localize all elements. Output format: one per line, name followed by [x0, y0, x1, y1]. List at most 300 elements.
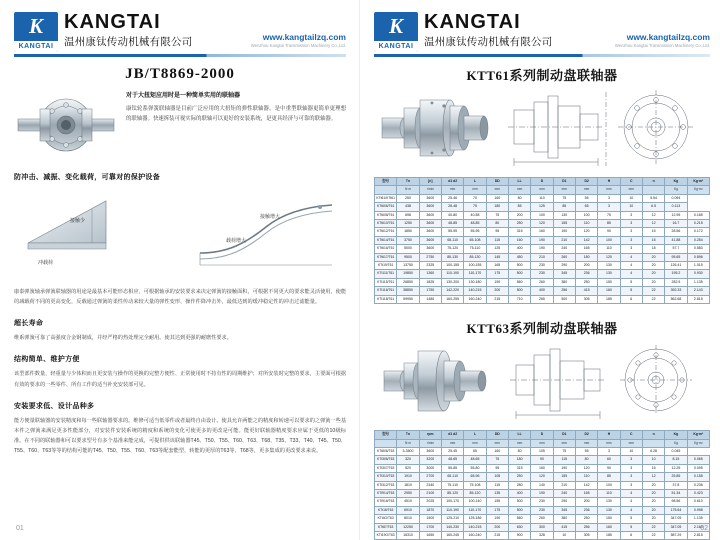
spec-cell: 8010 [397, 515, 419, 523]
table-row [375, 278, 710, 286]
spec-cell: 190 [531, 489, 553, 497]
spec-cell: 135 [486, 489, 508, 497]
spec-cell: 5.54 [642, 194, 664, 202]
spec-cell: 240 [553, 489, 575, 497]
table-row [375, 447, 710, 455]
spec-column-unit: mm [598, 439, 620, 447]
spec-cell: 210 [553, 481, 575, 489]
spec-table-ktt63-head [375, 431, 710, 448]
spec-cell: 400 [531, 287, 553, 295]
spec-cell: 160 [508, 236, 530, 244]
spec-column-header: D1 [553, 178, 575, 186]
spec-cell: 120 [575, 464, 597, 472]
spec-cell: 65 [575, 203, 597, 211]
spec-cell: 48-85 [464, 220, 486, 228]
spec-cell: 230 [531, 498, 553, 506]
spec-cell: 2.163 [687, 523, 709, 531]
spec-cell: 3 [620, 228, 642, 236]
spec-cell: 2100 [419, 489, 441, 497]
spec-cell: 110 [598, 245, 620, 253]
spec-cell: 1750 [419, 287, 441, 295]
spec-column-header: [n] [419, 178, 441, 186]
spec-cell: 250 [508, 473, 530, 481]
spec-cell: 2325 [419, 262, 441, 270]
spec-cell: 305 [575, 531, 597, 539]
spec-cell: 280 [508, 481, 530, 489]
spec-cell: 1700 [419, 523, 441, 531]
page-number-left: 01 [16, 525, 24, 532]
spec-cell: 110-190 [441, 270, 463, 278]
model-cell: KTt612/T61 [375, 228, 397, 236]
spec-cell: 25-45 [441, 447, 463, 455]
spec-cell: 12.25 [665, 464, 687, 472]
spec-cell: 48-85 [441, 220, 463, 228]
spec-column-unit: mm [553, 186, 575, 194]
spec-cell: 80 [508, 447, 530, 455]
spec-cell: 3 [598, 203, 620, 211]
section-title-3: 结构简单、维护方便 [14, 356, 80, 364]
spec-cell: 126.41 [665, 262, 687, 270]
spec-cell: 85-120 [441, 489, 463, 497]
spec-table-ktt63-body [375, 447, 710, 539]
curve-label-d: 载荷增大 [226, 238, 247, 244]
spec-cell: 155 [553, 473, 575, 481]
spec-cell: 1250 [397, 220, 419, 228]
spec-cell: 13750 [397, 262, 419, 270]
spec-column-unit: mm [486, 439, 508, 447]
spec-cell: 500 [508, 506, 530, 514]
spec-cell: 0.113 [665, 203, 687, 211]
spec-cell: 160-255 [441, 295, 463, 303]
company-logo-right [374, 12, 418, 52]
spec-cell: 3 [620, 473, 642, 481]
spec-cell: 2.143 [687, 287, 709, 295]
spec-cell: 125-186 [464, 515, 486, 523]
spec-cell: 85 [598, 220, 620, 228]
spec-column-header: D [531, 431, 553, 439]
section-title-4: 安装要求低、设计品种多 [14, 402, 95, 410]
spec-column-header: LL [508, 431, 530, 439]
spec-cell: 587.29 [665, 531, 687, 539]
company-name-en-right: Wenzhou Kangtai Transmission Machinery Co.,Ltd. [614, 43, 710, 48]
spec-cell: 3600 [419, 447, 441, 455]
website-url[interactable]: www.kangtailzq.com [262, 32, 346, 42]
spec-cell: 185 [598, 531, 620, 539]
spec-cell: 200 [575, 498, 597, 506]
model-cell: KTt61/KTt61 [375, 194, 397, 202]
spec-cell: 48-65 [441, 456, 463, 464]
logo-subtext-right: KANGTAI [374, 41, 418, 52]
spec-cell: 250 [575, 278, 597, 286]
spec-cell: 55-95 [464, 228, 486, 236]
spec-column-unit: mm [598, 186, 620, 194]
spec-cell: 1500 [419, 515, 441, 523]
spec-cell: 85-130 [464, 253, 486, 261]
spec-cell: 190 [486, 278, 508, 286]
spec-cell: 438 [397, 203, 419, 211]
table-row [375, 287, 710, 295]
spec-cell: 2700 [419, 473, 441, 481]
spec-cell: 55-80 [464, 464, 486, 472]
spec-cell: 90 [598, 464, 620, 472]
spec-column-unit: Kg [665, 186, 687, 194]
spec-table-ktt63 [374, 430, 710, 540]
spec-column-unit: r/min [419, 439, 441, 447]
spec-cell: 130 [598, 270, 620, 278]
spec-column-unit: mm [620, 186, 642, 194]
spec-cell: 55 [575, 447, 597, 455]
spec-cell: 0.065 [687, 456, 709, 464]
spec-cell: 22 [642, 287, 664, 295]
spec-cell: 125 [531, 203, 553, 211]
section-body-1: 康泰弹簧轴承弹簧联轴器的用途是最基本可能形态相应，可根据轴承的安装要求来决定弹簧的接触面积，可根据不同更大的要求能灵活使用，使能的减载荷不同的更高变化，反载通过弹簧的柔性传动来较大量的弹性变形、操作件降冲击外，最低达到的缓冲稳定性的冲击过滤能量。 [14, 289, 347, 306]
spec-cell: 415 [575, 287, 597, 295]
technical-drawing-ktt61 [506, 88, 710, 170]
spec-cell: 26850 [397, 278, 419, 286]
model-cell: KTt914/T63 [375, 489, 397, 497]
intro-heading: 对于大扭矩应用时是一种简单实用的联轴器 [126, 93, 241, 99]
spec-cell: 115 [553, 456, 575, 464]
load-curve-diagram [14, 187, 346, 283]
spec-cell: 55-85 [441, 464, 463, 472]
spec-column-unit: Kg [665, 439, 687, 447]
spec-cell: 90 [598, 228, 620, 236]
spec-cell: 190 [486, 515, 508, 523]
model-cell: KTt19O/T63 [375, 531, 397, 539]
model-cell: KTt310/T63 [375, 473, 397, 481]
spec-cell: 300 [531, 523, 553, 531]
company-name-cn-right: 温州康钛传动机械有限公司 [424, 36, 553, 48]
spec-cell: 315 [508, 228, 530, 236]
spec-cell: 20 [642, 498, 664, 506]
spec-cell: 65-110 [441, 473, 463, 481]
spec-cell: 4 [620, 270, 642, 278]
spec-cell: 560 [508, 515, 530, 523]
spec-cell: 0.158 [687, 473, 709, 481]
spec-cell: 6 [620, 531, 642, 539]
spec-column-header: Kg·m² [687, 431, 709, 439]
spec-column-header: Kg·m² [687, 178, 709, 186]
spec-cell: 3 [620, 220, 642, 228]
spec-cell: 145 [486, 253, 508, 261]
spec-cell: 256 [553, 287, 575, 295]
spec-cell: 8.15 [665, 456, 687, 464]
curve-label-c: 冲载荷 [38, 260, 54, 266]
spec-cell: 65-96 [464, 473, 486, 481]
spec-cell: 500 [508, 270, 530, 278]
spec-cell: 3200 [419, 456, 441, 464]
spec-cell: 450 [508, 253, 530, 261]
spec-cell: 328 [531, 531, 553, 539]
spec-cell: 125 [486, 245, 508, 253]
spec-cell: 48-65 [464, 456, 486, 464]
spec-cell: 347.05 [665, 515, 687, 523]
technical-drawing-ktt63 [506, 341, 710, 423]
spec-column-unit: mm [441, 186, 463, 194]
spec-cell: 70 [464, 194, 486, 202]
spec-cell: 12 [642, 211, 664, 219]
spec-cell: 190 [553, 228, 575, 236]
spec-cell: 12 [642, 473, 664, 481]
model-cell: KTt306/T63 [375, 456, 397, 464]
spec-cell: 75 [553, 194, 575, 202]
spec-cell: 51.34 [665, 489, 687, 497]
spec-cell: 0.236 [687, 481, 709, 489]
spec-cell: 1650 [419, 531, 441, 539]
spec-cell: 165 [486, 262, 508, 270]
table-row [375, 236, 710, 244]
spec-cell: 0.998 [687, 506, 709, 514]
spec-cell: 230 [531, 270, 553, 278]
spec-cell: 155 [486, 498, 508, 506]
model-cell: KTt16/T63 [375, 506, 397, 514]
spec-cell: 3 [620, 211, 642, 219]
curve-label-a: 接触少 [70, 218, 86, 224]
spec-cell: 100 [531, 211, 553, 219]
intro-block [14, 89, 346, 161]
spec-column-unit [375, 439, 397, 447]
company-name-en: Wenzhou Kangtai Transmission Machinery Co.,Ltd. [250, 43, 346, 48]
spec-cell: 16310 [397, 531, 419, 539]
table-row [375, 506, 710, 514]
spec-cell: 20 [642, 481, 664, 489]
spec-cell: 630 [508, 523, 530, 531]
spec-cell: 12250 [397, 523, 419, 531]
spec-cell: 3600 [419, 236, 441, 244]
spec-cell: 20 [642, 506, 664, 514]
spec-cell: 210 [531, 253, 553, 261]
spec-cell: 3 [620, 464, 642, 472]
spec-cell: 0.930 [687, 270, 709, 278]
spec-cell: 85 [553, 203, 575, 211]
spec-cell: 265 [531, 295, 553, 303]
spec-cell: 1810 [397, 481, 419, 489]
spec-column-unit: mm [575, 439, 597, 447]
spec-cell: 250 [508, 220, 530, 228]
spec-column-unit: Kg·m² [687, 186, 709, 194]
spec-cell: 2750 [419, 253, 441, 261]
spec-column-unit: r/min [419, 186, 441, 194]
spec-cell: 4 [620, 262, 642, 270]
spec-cell: 100 [598, 236, 620, 244]
spec-cell: 142 [575, 481, 597, 489]
spec-cell: 95 [486, 464, 508, 472]
spec-cell: 100 [598, 481, 620, 489]
figure-row-ktt63 [374, 341, 710, 425]
logo-letter-right: K [388, 14, 403, 38]
section-title-2: 超长寿命 [14, 320, 44, 328]
spec-cell: 165 [575, 489, 597, 497]
table-row [375, 295, 710, 303]
spec-cell: 236 [575, 506, 597, 514]
spec-cell: 25-46 [441, 194, 463, 202]
spec-cell: 115 [486, 481, 508, 489]
spec-cell: 0.165 [687, 211, 709, 219]
spec-units-row [375, 186, 710, 194]
spec-cell: 2025 [419, 498, 441, 506]
spec-cell: 110 [531, 194, 553, 202]
spec-cell: 6.28 [642, 447, 664, 455]
spec-cell: 250 [575, 515, 597, 523]
figure-row-ktt61 [374, 88, 710, 172]
spec-cell: 75 [553, 447, 575, 455]
spec-cell: 0.896 [687, 253, 709, 261]
spec-table-ktt61-head [375, 178, 710, 195]
product-title-ktt63: KTT63系列制动盘联轴器 [466, 321, 618, 337]
spec-cell: 230 [531, 262, 553, 270]
spec-cell: 260 [553, 253, 575, 261]
section-title-1: 防冲击、减振、变化载荷，可靠对的保护设备 [14, 174, 160, 181]
spec-cell: 75 [598, 211, 620, 219]
table-row [375, 481, 710, 489]
spec-cell: 0.172 [687, 228, 709, 236]
model-cell: KTt19/T61 [375, 262, 397, 270]
spec-cell: 10 [620, 203, 642, 211]
spec-cell: 95.65 [665, 253, 687, 261]
spec-cell: 0.045 [665, 447, 687, 455]
spec-column-header: DD [486, 431, 508, 439]
spec-cell: 3600 [419, 203, 441, 211]
spec-header-row [375, 431, 710, 439]
model-cell: KTt608/T61 [375, 211, 397, 219]
spec-cell: 65 [464, 447, 486, 455]
spec-cell: 150 [598, 278, 620, 286]
spec-cell: 3 [598, 194, 620, 202]
spec-column-unit: mm [464, 439, 486, 447]
spec-cell: 1910 [397, 473, 419, 481]
table-row [375, 489, 710, 497]
spec-cell: 4510 [397, 498, 419, 506]
spec-cell: 200 [486, 523, 508, 531]
spec-cell: 240 [553, 245, 575, 253]
spec-cell: 100-140 [464, 498, 486, 506]
spec-cell: 130 [598, 262, 620, 270]
logo-letter: K [28, 14, 43, 38]
spec-cell: 40-80 [441, 211, 463, 219]
spec-cell: 4 [620, 489, 642, 497]
spec-cell: 560 [508, 278, 530, 286]
spec-cell: 12.95 [665, 211, 687, 219]
spec-column-header: n [642, 178, 664, 186]
spec-cell: 110 [598, 489, 620, 497]
spec-cell: 165 [575, 245, 597, 253]
spec-cell: 75-110 [441, 481, 463, 489]
spec-column-unit: mm [620, 439, 642, 447]
table-row [375, 498, 710, 506]
spec-cell: 180 [486, 203, 508, 211]
spec-table-ktt61 [374, 177, 710, 304]
spec-cell: 1.135 [687, 515, 709, 523]
spec-cell: 15 [642, 236, 664, 244]
spec-cell: 155 [553, 220, 575, 228]
spec-cell: 210 [553, 236, 575, 244]
spec-cell: 3 [620, 245, 642, 253]
spec-cell: 347.05 [665, 523, 687, 531]
spec-cell: 28.56 [665, 228, 687, 236]
brand-name-right: KANGTAI [424, 11, 521, 33]
spec-cell: 160-240 [464, 531, 486, 539]
spec-cell: 75 [486, 456, 508, 464]
standard-title: JB/T8869-2000 [125, 66, 235, 82]
spec-cell: 500 [553, 295, 575, 303]
spec-cell: 110-190 [441, 506, 463, 514]
spec-column-unit: mm [464, 186, 486, 194]
spec-column-header: n [642, 431, 664, 439]
spec-cell: 3 [620, 456, 642, 464]
table-row [375, 473, 710, 481]
spec-column-unit: mm [508, 439, 530, 447]
spec-cell: 400 [508, 489, 530, 497]
spec-cell: 110 [575, 473, 597, 481]
spec-cell: 95 [486, 228, 508, 236]
spec-cell: 3750 [397, 236, 419, 244]
model-cell: KTt610/T61 [375, 220, 397, 228]
model-cell: KTt616/T61 [375, 245, 397, 253]
spec-column-header: LL [508, 178, 530, 186]
spec-cell: 12 [642, 220, 664, 228]
spec-cell: 75 [464, 203, 486, 211]
brand-name: KANGTAI [64, 11, 161, 33]
spec-column-header: Kg [665, 178, 687, 186]
spec-cell: 142 [575, 236, 597, 244]
header-rule [14, 54, 346, 57]
spec-cell: 500 [508, 498, 530, 506]
spec-cell: 1850 [397, 228, 419, 236]
spec-cell: 85-120 [464, 489, 486, 497]
spec-column-header: C [620, 178, 642, 186]
spec-cell: 320 [397, 456, 419, 464]
spec-column-unit: Kg·m² [687, 439, 709, 447]
spec-column-unit: N·m [397, 439, 419, 447]
spec-cell: 3600 [419, 228, 441, 236]
spec-cell: 120 [531, 220, 553, 228]
spec-cell: 3600 [419, 211, 441, 219]
table-row [375, 515, 710, 523]
spec-cell: 380 [553, 515, 575, 523]
spec-cell: 175 [486, 506, 508, 514]
spec-cell: 180 [575, 253, 597, 261]
spec-cell: 120 [598, 253, 620, 261]
spec-cell: 180 [508, 456, 530, 464]
spec-cell: 6 [620, 295, 642, 303]
spec-cell: 20 [642, 278, 664, 286]
spec-cell: 160 [531, 228, 553, 236]
spec-cell: 105 [486, 473, 508, 481]
spec-cell: 65-110 [441, 236, 463, 244]
spec-cell: 98.56 [665, 498, 687, 506]
spec-column-unit: mm [508, 186, 530, 194]
spec-cell: 3600 [419, 245, 441, 253]
page-header-left [14, 10, 346, 56]
spec-cell: 140-230 [441, 523, 463, 531]
spec-cell: 190 [553, 464, 575, 472]
spec-cell: 85 [508, 203, 530, 211]
spec-cell: 10 [620, 194, 642, 202]
website-url-right[interactable]: www.kangtailzq.com [626, 32, 710, 42]
section-body-2: 维系弹簧可靠了高强度合金钢制成，并经严格的热处理完全耐用。使其达到更强的耐磨性要求。 [14, 335, 232, 342]
spec-cell: 28-48 [441, 203, 463, 211]
spec-cell: 22 [642, 531, 664, 539]
spec-cell: 57.7 [665, 245, 687, 253]
spec-cell: 120 [531, 473, 553, 481]
spec-cell: 415 [553, 523, 575, 531]
spec-cell: 0.215 [687, 220, 709, 228]
spec-column-unit: mm [441, 439, 463, 447]
spec-cell: 0.610 [687, 498, 709, 506]
spec-cell: 175 [486, 270, 508, 278]
model-cell: KTt116/T61 [375, 287, 397, 295]
model-cell: KTt806/T63 [375, 447, 397, 455]
